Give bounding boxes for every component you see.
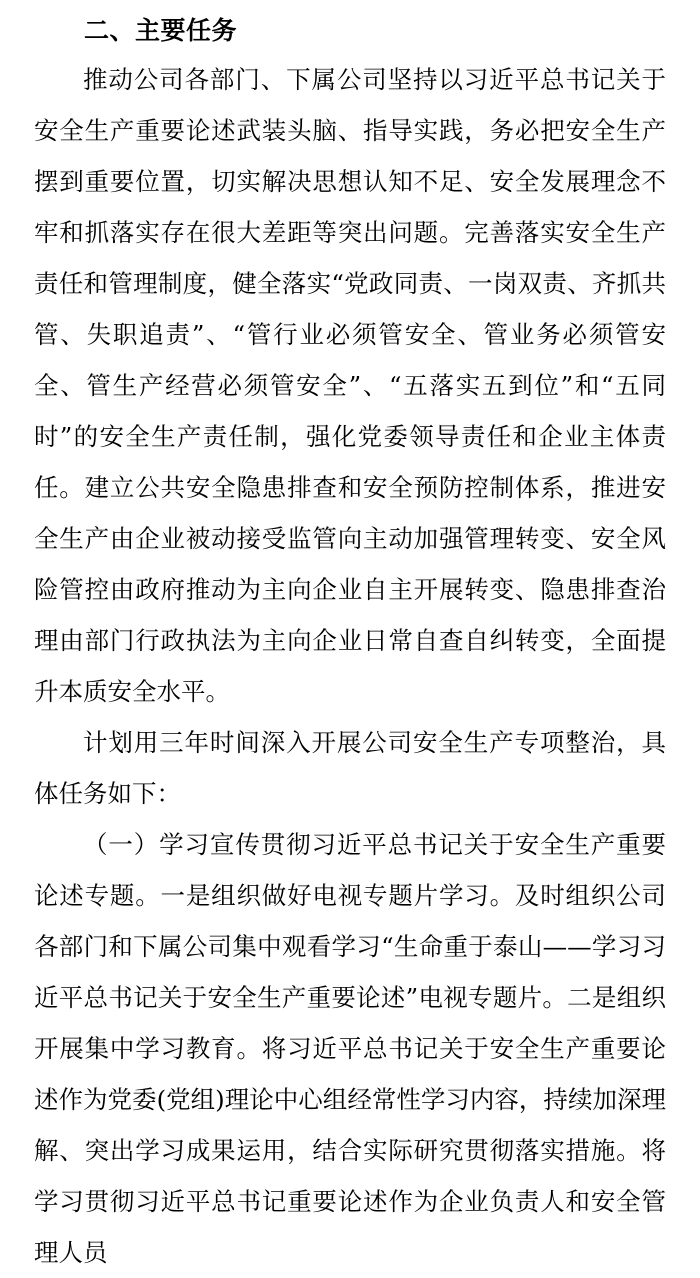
paragraph-three-year-plan: 计划用三年时间深入开展公司安全生产专项整治，具体任务如下： bbox=[34, 728, 666, 808]
section-heading: 二、主要任务 bbox=[84, 16, 238, 45]
paragraph-main-tasks: 推动公司各部门、下属公司坚持以习近平总书记关于安全生产重要论述武装头脑、指导实践，务必把安全生产摆到重要位置，切实解决思想认知不足、安全发展理念不牢和抓落实存在很大差距等突出问题。完善落实安全生产责任和管理制度，健全落实“党政同责、一岗双责、齐抓共管、失职追责”、“管行业必须管安全、管业务必须管安全、管生产经营必须管安全”、“五落实五到位”和“五同时”的安全生产责任制，强化党委领导责任和企业主体责任。建立公共安全隐患排查和安全预防控制体系，推进安全生产由企业被动接受监管向主动加强管理转变、安全风险管控由政府推动为主向企业自主开展转变、隐患排查治理由部门行政执法为主向企业日常自查自纠转变，全面提升本质安全水平。 bbox=[34, 65, 666, 706]
paragraph-item-one: （一）学习宣传贯彻习近平总书记关于安全生产重要论述专题。一是组织做好电视专题片学习。及时组织公司各部门和下属公司集中观看学习“生命重于泰山——学习习近平总书记关于安全生产重要论述”电视专题片。二是组织开展集中学习教育。将习近平总书记关于安全生产重要论述作为党委(党组)理论中心组经常性学习内容，持续加深理解、突出学习成果运用，结合实际研究贯彻落实措施。将学习贯彻习近平总书记重要论述作为企业负责人和安全管理人员 bbox=[34, 830, 666, 1267]
